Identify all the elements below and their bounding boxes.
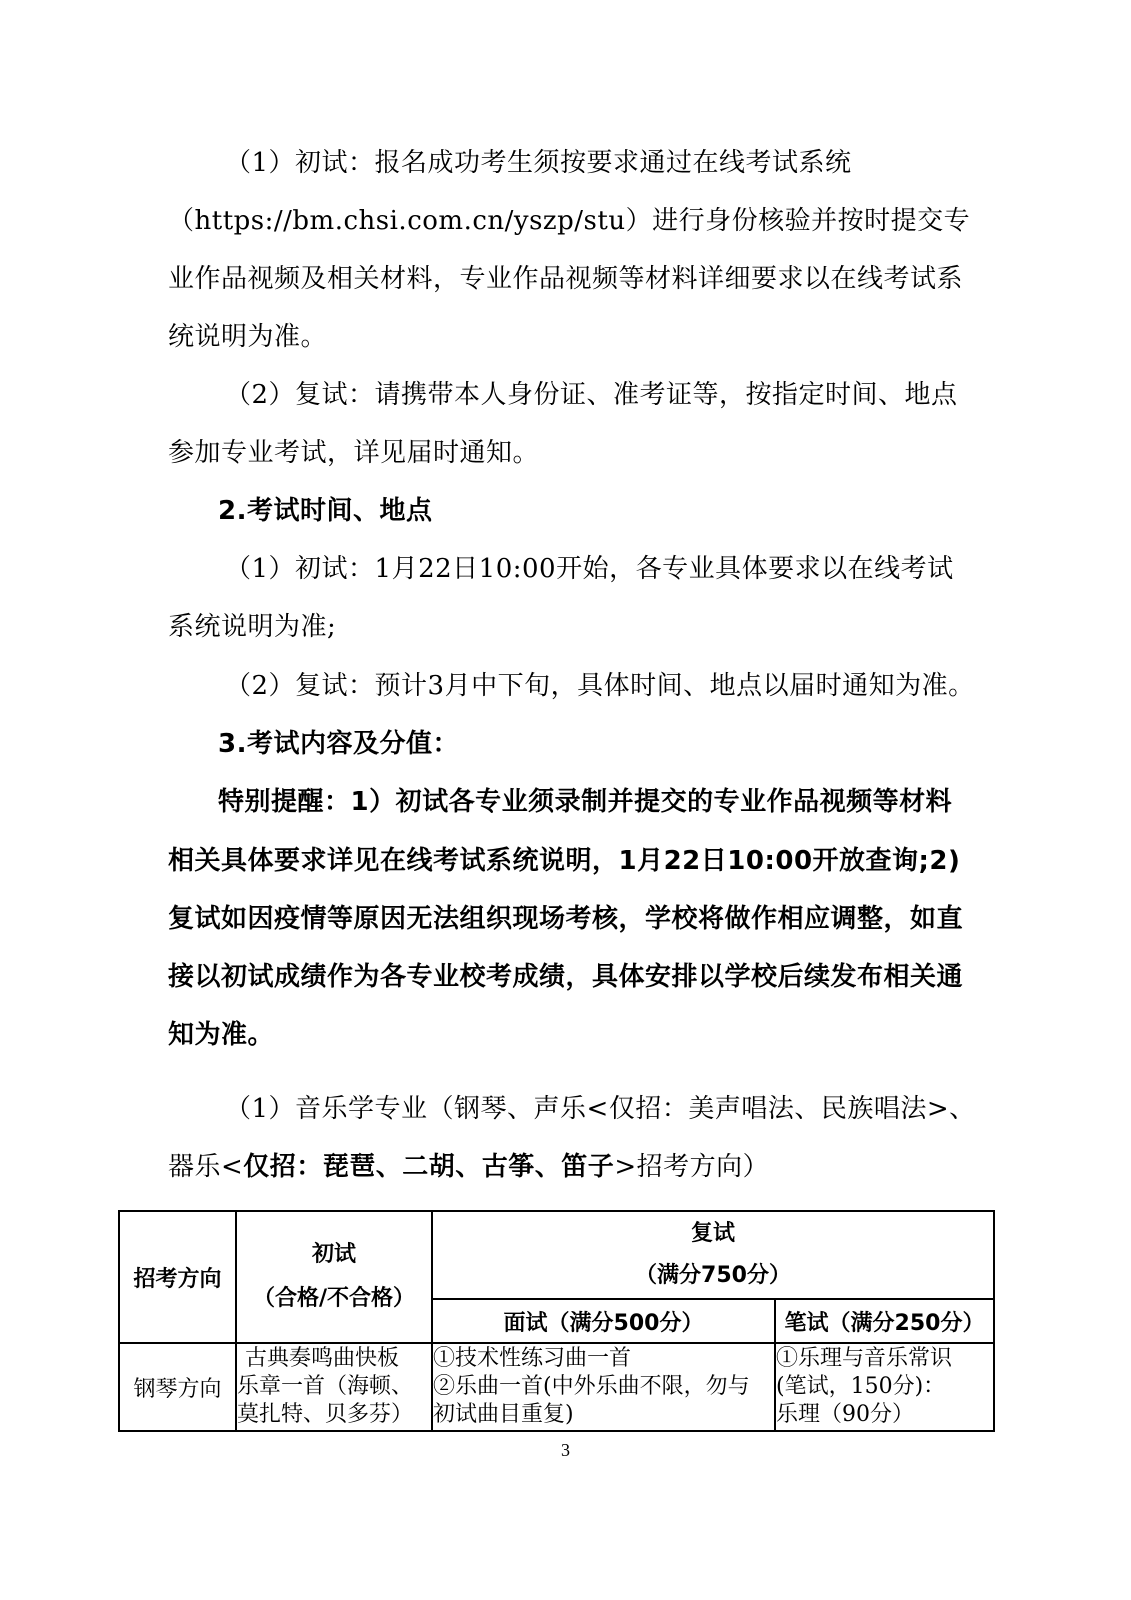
header-retest bbox=[432, 1211, 994, 1299]
paragraph-line: （https://bm.chsi.com.cn/yszp/stu）进行身份核验并按时提交专 bbox=[168, 206, 971, 236]
header-prelim-title: 初试 bbox=[311, 1242, 356, 1267]
paragraph-line: 统说明为准。 bbox=[168, 322, 328, 352]
paragraph-line: （2）复试：预计3月中下旬，具体时间、地点以届时通知为准。 bbox=[225, 671, 975, 701]
paragraph-line: （1）音乐学专业（钢琴、声乐<仅招：美声唱法、民族唱法>、 bbox=[225, 1094, 976, 1124]
section-heading: 3.考试内容及分值： bbox=[218, 729, 459, 759]
paragraph-line: （1）初试：报名成功考生须按要求通过在线考试系统 bbox=[225, 148, 852, 178]
text-span: >招考方向） bbox=[614, 1152, 770, 1182]
cell-text: ①乐理与音乐常识 bbox=[776, 1346, 953, 1371]
cell-text: ②乐曲一首(中外乐曲不限，勿与 bbox=[433, 1374, 750, 1399]
cell-interview bbox=[432, 1343, 775, 1431]
cell-text: ①技术性练习曲一首 bbox=[433, 1346, 632, 1371]
page-number: 3 bbox=[561, 1440, 570, 1460]
reminder-line: 相关具体要求详见在线考试系统说明，1月22日10:00开放查询;2) bbox=[168, 846, 961, 876]
paragraph-line: 系统说明为准; bbox=[168, 612, 337, 642]
header-direction: 招考方向 bbox=[119, 1211, 236, 1343]
paragraph-line bbox=[168, 1151, 769, 1183]
text-span: 器乐< bbox=[168, 1152, 244, 1182]
cell-text: 初试曲目重复) bbox=[433, 1402, 574, 1427]
paragraph-line: 参加专业考试，详见届时通知。 bbox=[168, 438, 540, 468]
section-heading: 2.考试时间、地点 bbox=[218, 496, 433, 526]
paragraph-line: （2）复试：请携带本人身份证、准考证等，按指定时间、地点 bbox=[225, 380, 958, 410]
reminder-line: 特别提醒：1）初试各专业须录制并提交的专业作品视频等材料 bbox=[218, 787, 953, 817]
cell-text: 乐理（90分） bbox=[776, 1402, 914, 1427]
cell-prelim bbox=[236, 1343, 432, 1431]
cell-text: 莫扎特、贝多芬） bbox=[237, 1402, 414, 1427]
text-span-bold: 仅招：琵琶、二胡、古筝、笛子 bbox=[243, 1152, 615, 1182]
paragraph-line: 业作品视频及相关材料，专业作品视频等材料详细要求以在线考试系 bbox=[168, 264, 964, 294]
header-retest-title: 复试 bbox=[690, 1221, 735, 1246]
paragraph-line: （1）初试：1月22日10:00开始，各专业具体要求以在线考试 bbox=[225, 554, 954, 584]
exam-table bbox=[118, 1210, 995, 1432]
cell-text: 古典奏鸣曲快板 bbox=[245, 1346, 400, 1371]
reminder-line: 复试如因疫情等原因无法组织现场考核，学校将做作相应调整，如直 bbox=[168, 904, 964, 934]
header-prelim-sub: （合格/不合格） bbox=[252, 1286, 416, 1311]
cell-text: 乐章一首（海顿、 bbox=[237, 1374, 414, 1399]
reminder-line: 接以初试成绩作为各专业校考成绩，具体安排以学校后续发布相关通 bbox=[168, 962, 964, 992]
cell-written bbox=[775, 1343, 994, 1431]
cell-direction: 钢琴方向 bbox=[119, 1343, 236, 1431]
header-retest-sub: （满分750分） bbox=[635, 1263, 791, 1288]
header-prelim bbox=[236, 1211, 432, 1343]
header-written: 笔试（满分250分） bbox=[775, 1299, 994, 1343]
reminder-line: 知为准。 bbox=[168, 1020, 275, 1050]
header-interview: 面试（满分500分） bbox=[432, 1299, 775, 1343]
cell-text: (笔试，150分)： bbox=[776, 1374, 946, 1399]
